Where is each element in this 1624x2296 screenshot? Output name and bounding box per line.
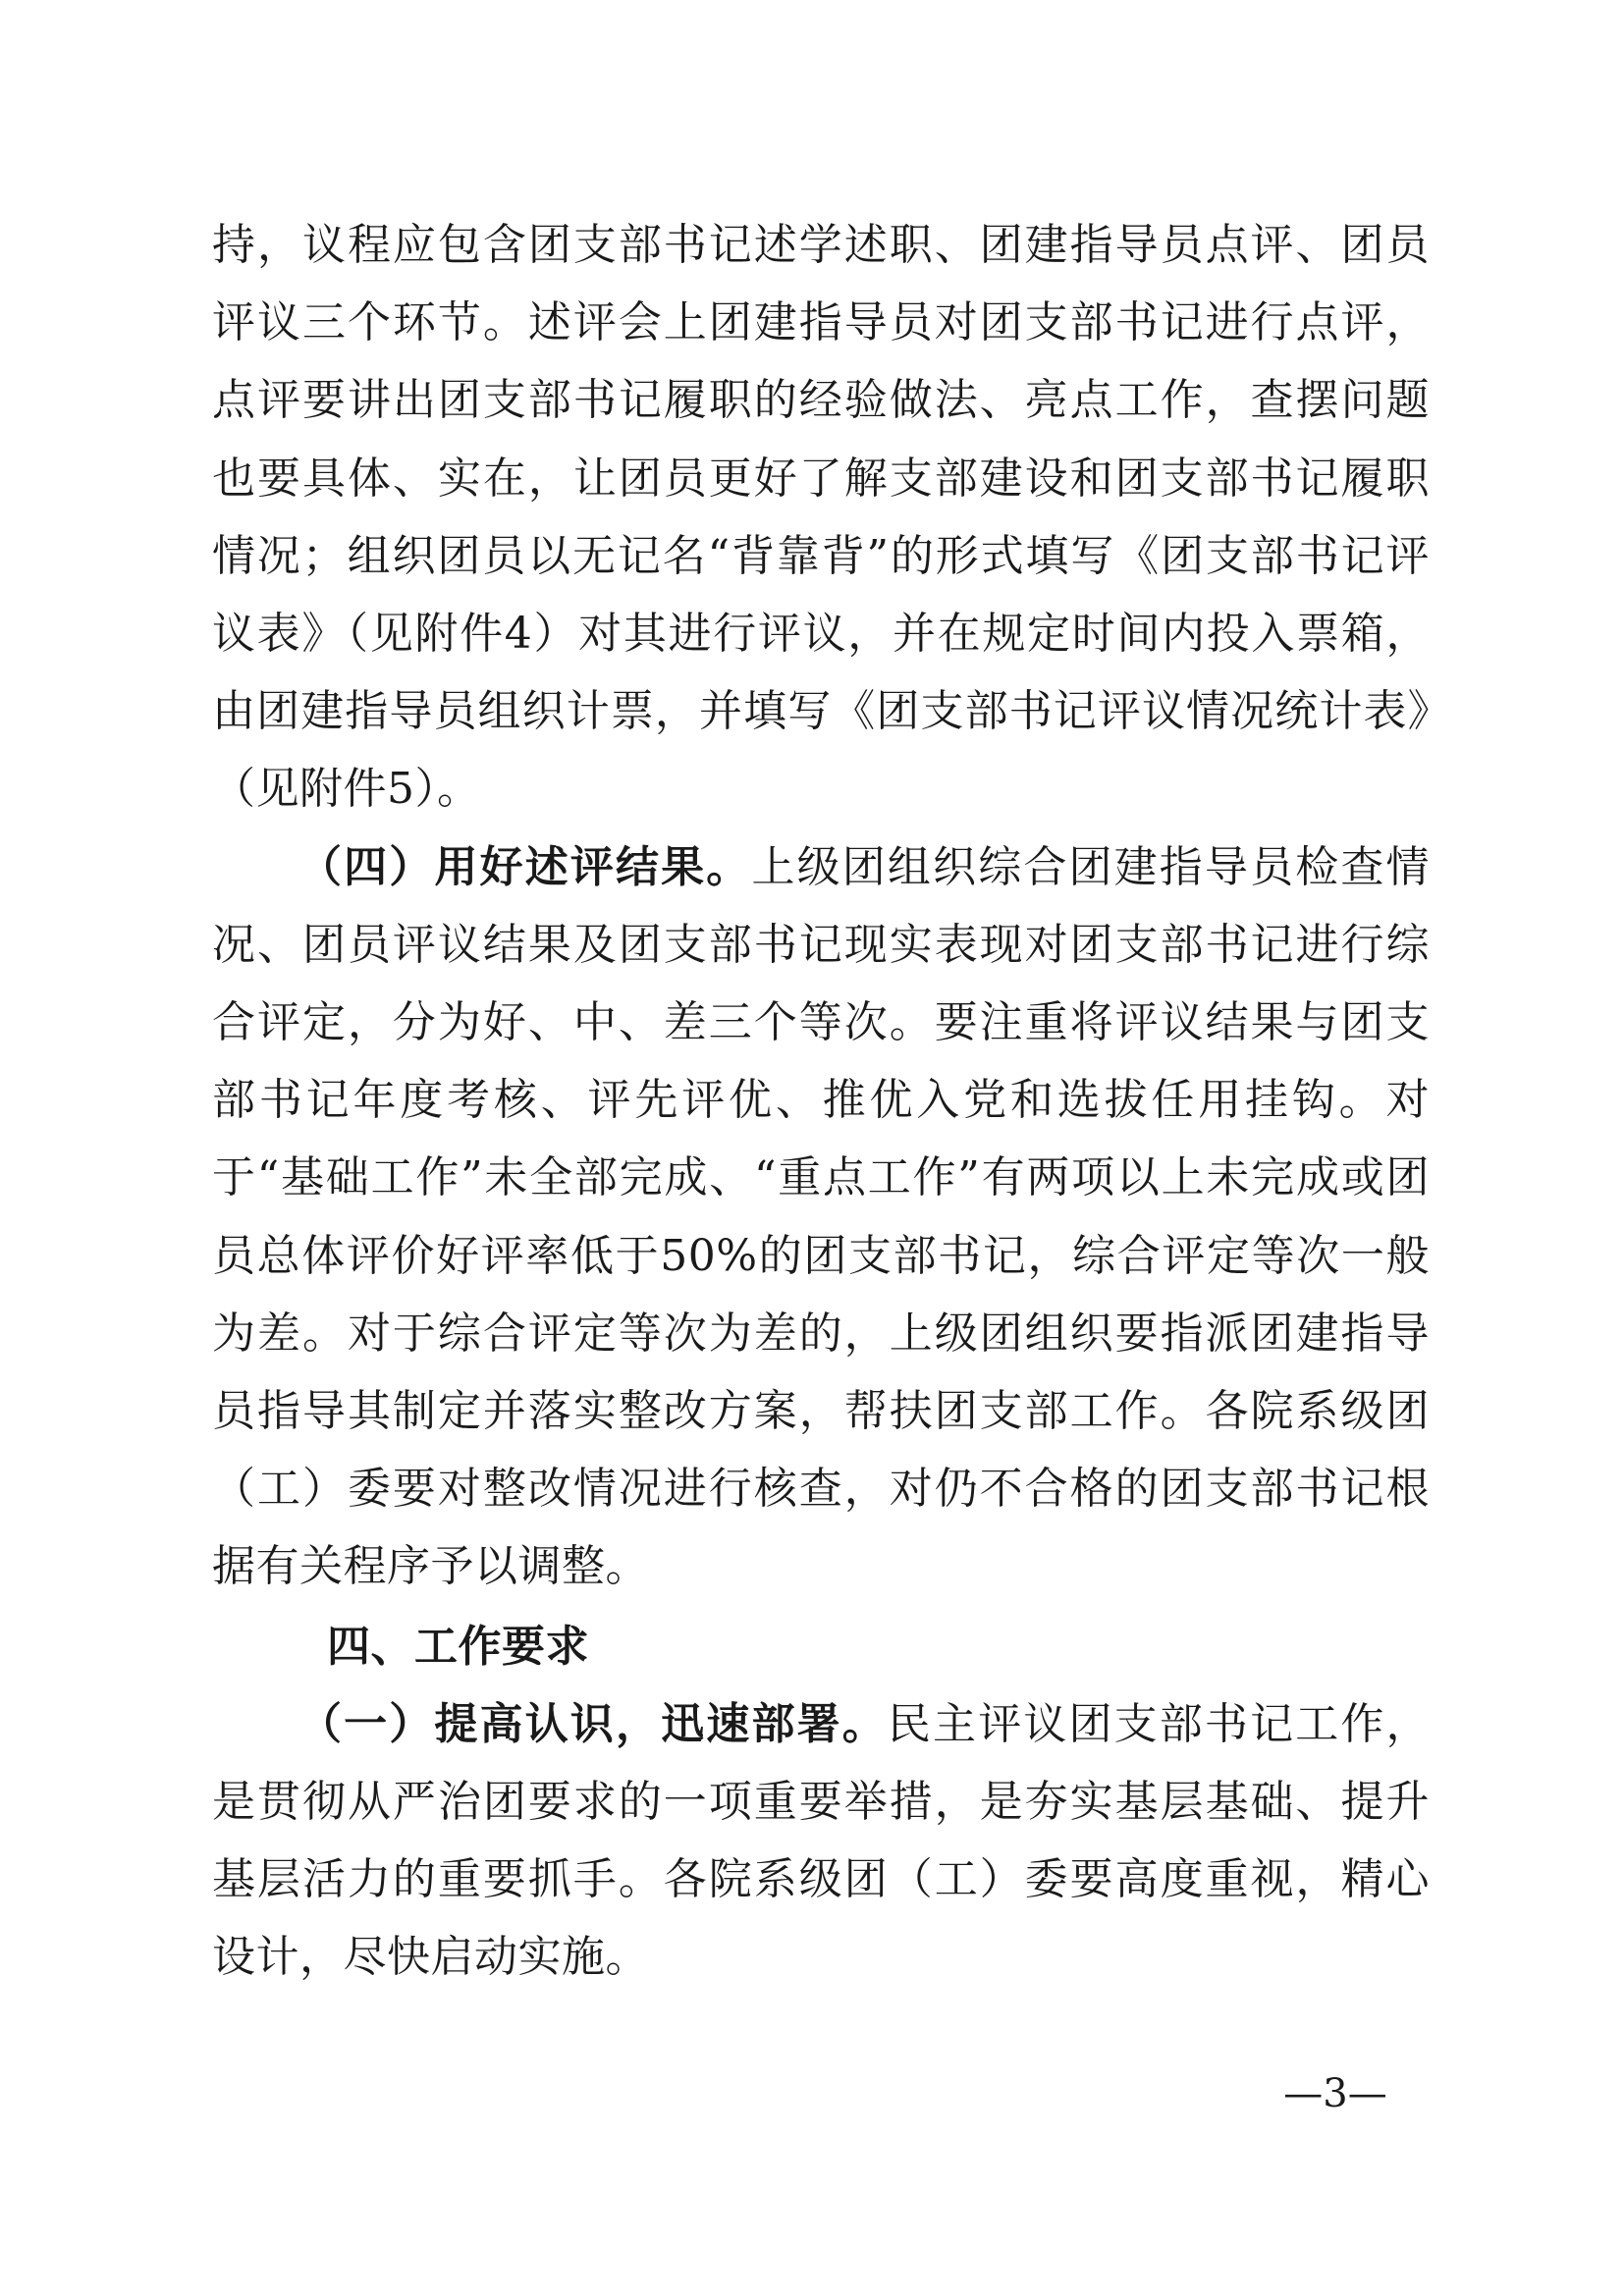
- section-heading-work-requirements: 四、工作要求: [327, 1621, 589, 1672]
- document-body: [212, 206, 1430, 1997]
- paragraph-text-raise-awareness: 民主评议团支部书记工作，是贯彻从严治团要求的一项重要举措，是夯实基层基础、提升基层活力的重要抓手。各院系级团（工）委要高度重视，精心设计，尽快启动实施。: [212, 1698, 1431, 1983]
- paragraph-raise-awareness: [212, 1685, 1430, 1997]
- paragraph-text-use-results: 上级团组织综合团建指导员检查情况、团员评议结果及团支部书记现实表现对团支部书记进行综合评定，分为好、中、差三个等次。要注重将评议结果与团支部书记年度考核、评先评优、推优入党和选拔任用挂钩。对于“基础工作”未全部完成、“重点工作”有两项以上未完成或团员总体评价好评率低于50%的团支部书记，综合评定等次一般为差。对于综合评定等次为差的，上级团组织要指派团建指导员指导其制定并落实整改方案，帮扶团支部工作。各院系级团（工）委要对整改情况进行核查，对仍不合格的团支部书记根据有关程序予以调整。: [212, 841, 1431, 1592]
- paragraph-lead-use-results: （四）用好述评结果。: [298, 841, 752, 892]
- paragraph-continued: 持，议程应包含团支部书记述学述职、团建指导员点评、团员评议三个环节。述评会上团建指导员对团支部书记进行点评，点评要讲出团支部书记履职的经验做法、亮点工作，查摆问题也要具体、实在，让团员更好了解支部建设和团支部书记履职情况；组织团员以无记名“背靠背”的形式填写《团支部书记评议表》（见附件4）对其进行评议，并在规定时间内投入票箱，由团建指导员组织计票，并填写《团支部书记评议情况统计表》（见附件5）。: [212, 220, 1430, 815]
- page-number: —3—: [1283, 2071, 1387, 2116]
- paragraph-lead-raise-awareness: （一）提高认识，迅速部署。: [298, 1698, 888, 1749]
- paragraph-use-results: [212, 828, 1430, 1606]
